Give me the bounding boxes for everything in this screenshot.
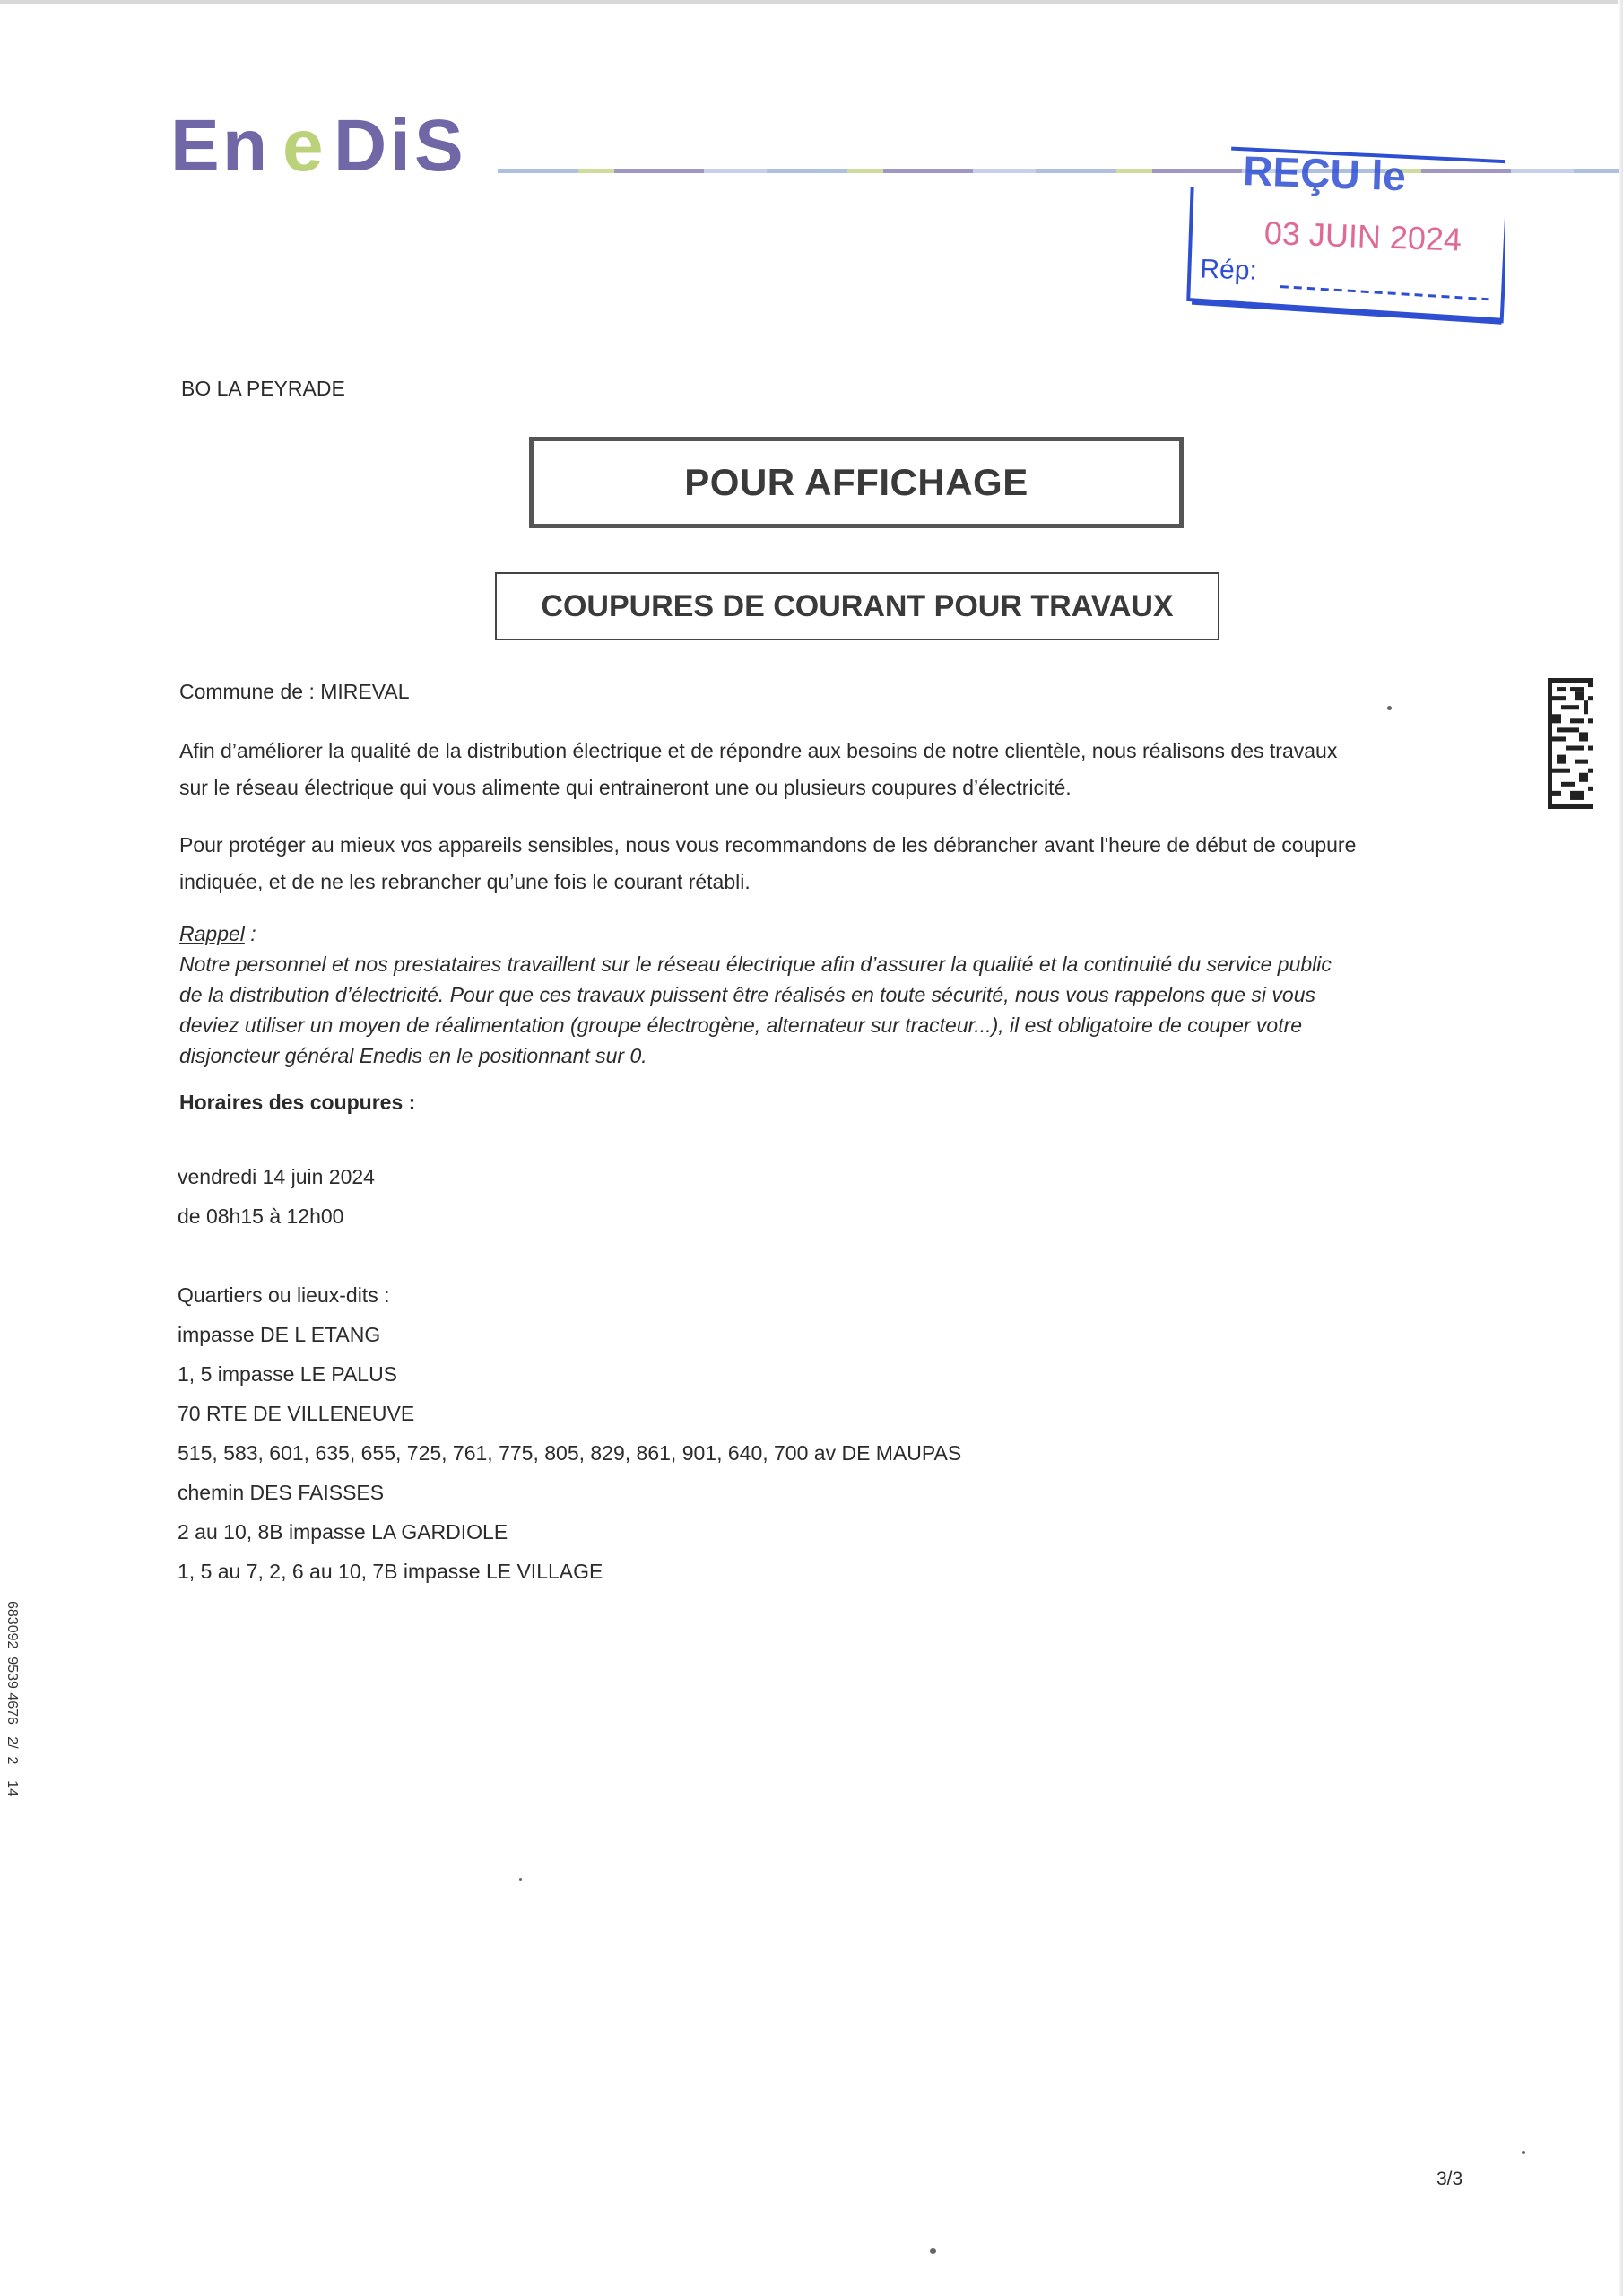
fax-code-text: 683092 9539 4676 2/ 2 14 bbox=[4, 1601, 20, 1796]
rappel-line: Notre personnel et nos prestataires travaillent sur le réseau électrique afin d’assurer la qualité et la continuité du service public bbox=[179, 952, 1332, 976]
paragraph-intro-line: Afin d’améliorer la qualité de la distribution électrique et de répondre aux besoins de notre clientèle, nous réalisons des travaux bbox=[179, 739, 1338, 762]
rappel-line: de la distribution d’électricité. Pour que ces travaux puissent être réalisés en toute sécurité, nous vous rappelons que si vous bbox=[179, 983, 1315, 1006]
title-text: POUR AFFICHAGE bbox=[684, 461, 1028, 503]
reception-stamp bbox=[1182, 136, 1505, 329]
rappel-block bbox=[179, 918, 1480, 1071]
rappel-heading bbox=[179, 918, 1480, 949]
page-right-edge bbox=[1618, 0, 1623, 2296]
paragraph-advice-line: Pour protéger au mieux vos appareils sensibles, nous vous recommandons de les débrancher avant l'heure de début de coupure bbox=[179, 833, 1357, 857]
rappel-line: deviez utiliser un moyen de réalimentation (groupe électrogène, alternateur sur tracteur...), il est obligatoire de couper votre bbox=[179, 1013, 1303, 1037]
rappel-line: disjoncteur général Enedis en le positionnant sur 0. bbox=[179, 1044, 647, 1067]
svg-text:S: S bbox=[414, 106, 464, 187]
commune-line: Commune de : MIREVAL bbox=[179, 680, 410, 703]
scan-speck bbox=[1522, 2151, 1525, 2154]
schedule-date: vendredi 14 juin 2024 bbox=[178, 1165, 375, 1188]
location-item: 70 RTE DE VILLENEUVE bbox=[178, 1402, 415, 1425]
fax-code bbox=[2, 1601, 22, 1861]
svg-text:D: D bbox=[334, 106, 387, 187]
scan-speck bbox=[1387, 706, 1392, 710]
rappel-label: Rappel bbox=[179, 922, 245, 945]
title-box bbox=[529, 437, 1184, 528]
subtitle-box bbox=[495, 572, 1219, 640]
location-item: 1, 5 au 7, 2, 6 au 10, 7B impasse LE VILLAGE bbox=[178, 1560, 603, 1583]
paragraph-intro bbox=[179, 733, 1480, 806]
stamp-date: 03 JUIN 2024 bbox=[1263, 213, 1462, 258]
page-number: 3/3 bbox=[1436, 2169, 1463, 2189]
location-item: 2 au 10, 8B impasse LA GARDIOLE bbox=[178, 1520, 508, 1544]
location-item: 515, 583, 601, 635, 655, 725, 761, 775, 805, 829, 861, 901, 640, 700 av DE MAUPAS bbox=[178, 1441, 962, 1465]
svg-text:n: n bbox=[222, 106, 268, 187]
svg-text:e: e bbox=[282, 106, 324, 187]
subtitle-text: COUPURES DE COURANT POUR TRAVAUX bbox=[541, 588, 1174, 623]
scan-speck bbox=[519, 1878, 522, 1881]
scan-speck bbox=[930, 2248, 936, 2254]
datamatrix-barcode-icon bbox=[1548, 678, 1593, 809]
page-top-edge bbox=[0, 0, 1623, 4]
svg-text:i: i bbox=[390, 106, 411, 187]
schedule-time: de 08h15 à 12h00 bbox=[178, 1205, 344, 1228]
rappel-colon: : bbox=[244, 922, 256, 945]
stamp-title: REÇU le bbox=[1242, 147, 1407, 200]
paragraph-advice bbox=[179, 827, 1480, 900]
location-item: impasse DE L ETANG bbox=[178, 1323, 381, 1346]
svg-text:E: E bbox=[170, 106, 220, 187]
paragraph-intro-line: sur le réseau électrique qui vous alimente qui entraineront une ou plusieurs coupures d’électricité. bbox=[179, 776, 1072, 799]
location-item: 1, 5 impasse LE PALUS bbox=[178, 1362, 398, 1386]
horaires-title: Horaires des coupures : bbox=[179, 1091, 416, 1114]
enedis-logo bbox=[170, 106, 484, 187]
quartiers-title: Quartiers ou lieux-dits : bbox=[178, 1283, 390, 1307]
location-item: chemin DES FAISSES bbox=[178, 1481, 385, 1504]
paragraph-advice-line: indiquée, et de ne les rebrancher qu’une fois le courant rétabli. bbox=[179, 870, 751, 893]
schedule-and-locations bbox=[178, 1157, 961, 1591]
sender-name: BO LA PEYRADE bbox=[181, 377, 345, 400]
stamp-ref-label: Rép: bbox=[1199, 254, 1258, 286]
